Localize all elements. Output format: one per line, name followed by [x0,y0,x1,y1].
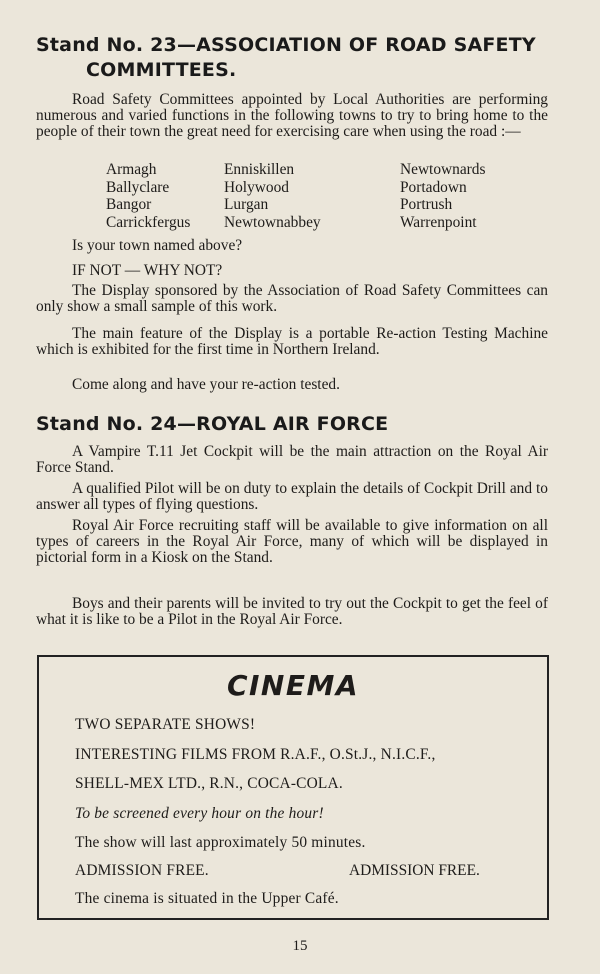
town-name: Lurgan [224,196,269,213]
town-name: Carrickfergus [106,213,191,231]
stand-24-paragraph-2: A qualified Pilot will be on duty to explain the details of Cockpit Drill and to answer all types of flying questions. [36,480,548,513]
page-number: 15 [292,938,308,954]
town-name: Portadown [400,178,467,196]
town-column-1 [106,161,190,231]
town-name: Armagh [106,161,157,178]
admission-left: ADMISSION FREE. [75,862,209,879]
town-name: Holywood [224,178,289,196]
cinema-location: The cinema is situated in the Upper Café. [75,890,339,907]
stand-23-intro: Road Safety Committees appointed by Local Authorities are performing numerous and varied functions in the following towns to try to bring home to the people of their town the great need for exercising care when using the road :— [36,91,548,140]
admission-right: ADMISSION FREE. [349,862,480,879]
stand-23-heading [36,33,566,83]
town-name: Newtownards [400,161,486,178]
cinema-line: INTERESTING FILMS FROM R.A.F., O.St.J., N.I.C.F., [75,746,436,763]
stand-24-paragraph-3: Royal Air Force recruiting staff will be available to give information on all types of careers in the Royal Air Force, many of which will be displayed in pictorial form in a Kiosk on the Stand. [36,517,548,566]
stand-23-feature-paragraph: The main feature of the Display is a portable Re-action Testing Machine which is exhibited for the first time in Northern Ireland. [36,325,548,358]
cinema-box [37,655,549,920]
town-name: Bangor [106,196,152,213]
cinema-schedule: To be screened every hour on the hour! [75,805,324,822]
stand-23-display-paragraph: The Display sponsored by the Association of Road Safety Committees can only show a small sample of this work. [36,282,548,315]
cinema-title: CINEMA [226,669,360,702]
town-name: Warrenpoint [400,213,477,231]
stand-23-heading-line1: Stand No. 23—ASSOCIATION OF ROAD SAFETY [36,34,536,56]
cinema-line: TWO SEPARATE SHOWS! [75,716,256,733]
stand-23-come-along: Come along and have your re-action tested. [72,376,340,393]
town-name: Newtownabbey [224,213,321,231]
stand-23-heading-line2: COMMITTEES. [86,59,237,81]
town-column-3 [400,161,485,231]
town-name: Portrush [400,196,453,213]
cinema-line: SHELL-MEX LTD., R.N., COCA-COLA. [75,775,343,792]
question-text: Is your town named above? [72,237,243,254]
stand-24-heading: Stand No. 24—ROYAL AIR FORCE [36,413,389,435]
stand-24-paragraph-1: A Vampire T.11 Jet Cockpit will be the main attraction on the Royal Air Force Stand. [36,443,548,476]
stand-24-paragraph-4: Boys and their parents will be invited to try out the Cockpit to get the feel of what it is like to be a Pilot in the Royal Air Force. [36,595,548,628]
town-column-2 [224,161,321,231]
if-not-text: IF NOT — WHY NOT? [72,262,223,279]
town-name: Enniskillen [224,161,295,178]
town-name: Ballyclare [106,178,170,196]
cinema-duration: The show will last approximately 50 minutes. [75,834,366,851]
